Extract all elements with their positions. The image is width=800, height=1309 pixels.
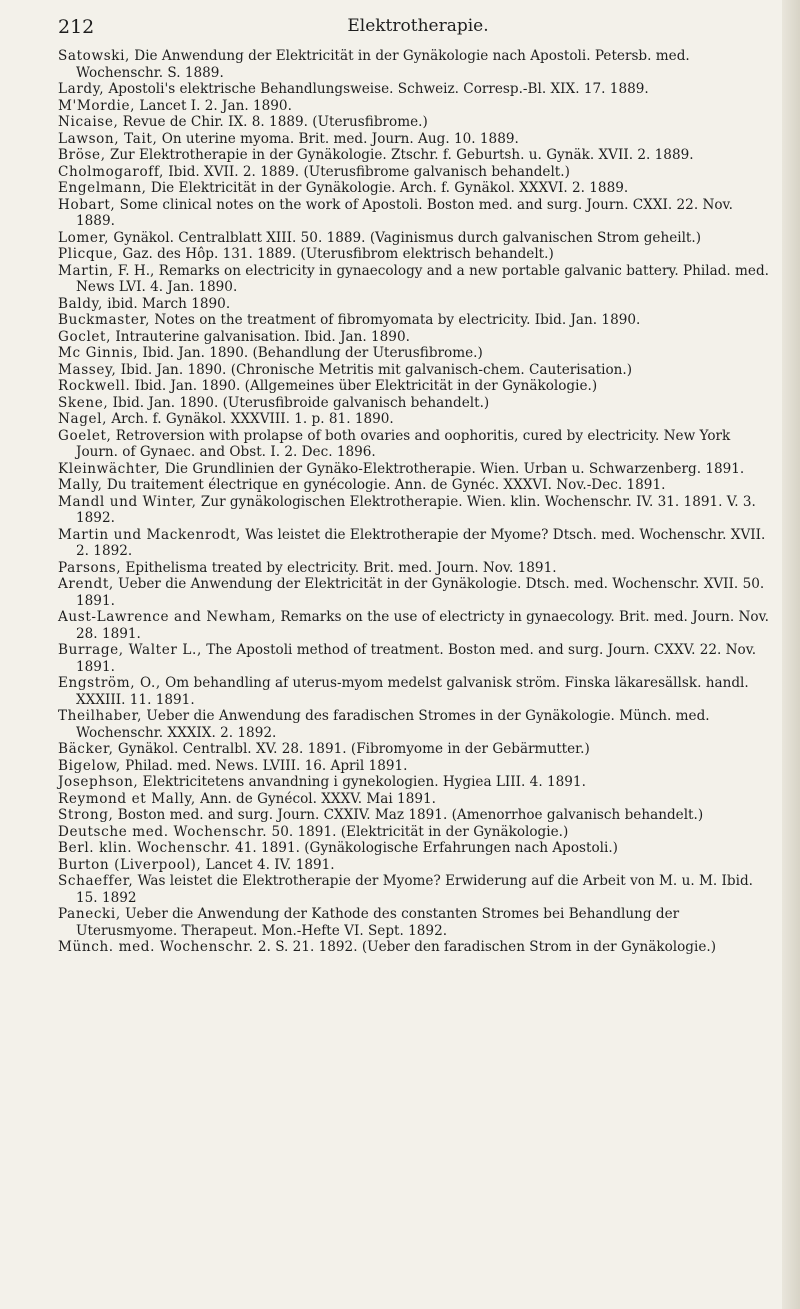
reference-author: Aust-Lawrence and Newham, (58, 609, 277, 625)
reference-citation: Philad. med. News. LVIII. 16. April 1891. (120, 757, 408, 774)
reference-author: Lawson, Tait, (58, 130, 158, 147)
reference-citation: Elektricitetens anvandning i gynekologien. Hygiea LIII. 4. 1891. (138, 774, 586, 790)
reference-entry (58, 246, 773, 263)
reference-author: Strong, (58, 807, 114, 823)
reference-entry (58, 857, 773, 874)
reference-citation: The Apostoli method of treatment. Boston med. and surg. Journ. CXXV. 22. Nov. 1891. (76, 642, 757, 675)
reference-citation: Die Elektricität in der Gynäkologie. Arch. f. Gynäkol. XXXVI. 2. 1889. (146, 180, 629, 196)
reference-author: Plicque, (58, 246, 119, 262)
reference-entry (58, 527, 773, 560)
reference-author: Mc Ginnis, (58, 345, 139, 361)
reference-citation: Ueber die Anwendung der Kathode des constanten Stromes bei Behandlung der Uterusmyome. Therapeut. Mon.-Hefte VI. Sept. 1892. (76, 906, 680, 939)
reference-citation: On uterine myoma. Brit. med. Journ. Aug. 10. 1889. (157, 130, 519, 147)
reference-entry (58, 807, 773, 824)
reference-author: Hobart, (58, 196, 116, 213)
reference-entry (58, 609, 773, 642)
reference-citation: Ibid. Jan. 1890. (Chronische Metritis mit galvanisch-chem. Cauterisation.) (116, 361, 633, 378)
reference-author: Reymond et Mally, (58, 790, 196, 807)
reference-entry (58, 642, 773, 675)
reference-list (58, 48, 773, 956)
reference-entry (58, 378, 773, 395)
reference-author: Baldy, (58, 295, 103, 312)
reference-citation: 2. S. 21. 1892. (Ueber den faradischen Strom in der Gynäkologie.) (253, 939, 717, 955)
reference-author: Kleinwächter, (58, 460, 161, 477)
reference-author: Bigelow, (58, 757, 121, 774)
reference-author: Schaeffer, (58, 873, 134, 889)
running-title: Elektrotherapie. (347, 16, 489, 36)
reference-entry (58, 708, 773, 741)
reference-citation: Die Anwendung der Elektricität in der Gynäkologie nach Apostoli. Petersb. med. Wochenschr. S. 1889. (76, 48, 690, 81)
reference-entry (58, 147, 773, 164)
page-header (58, 14, 778, 40)
reference-author: Satowski, (58, 48, 130, 64)
reference-citation: Ann. de Gynécol. XXXV. Mai 1891. (195, 790, 436, 807)
reference-citation: Revue de Chir. IX. 8. 1889. (Uterusfibrome.) (118, 114, 428, 130)
reference-citation: Du traitement électrique en gynécologie. Ann. de Gynéc. XXXVI. Nov.-Dec. 1891. (102, 477, 666, 493)
reference-citation: Epithelisma treated by electricity. Brit. med. Journ. Nov. 1891. (121, 559, 557, 576)
reference-citation: Gynäkol. Centralbl. XV. 28. 1891. (Fibromyome in der Gebärmutter.) (113, 741, 590, 757)
reference-citation: Arch. f. Gynäkol. XXXVIII. 1. p. 81. 1890. (107, 411, 394, 427)
reference-citation: Ibid. Jan. 1890. (Behandlung der Uterusfibrome.) (138, 345, 483, 361)
reference-citation: Remarks on the use of electricty in gynaecology. Brit. med. Journ. Nov. 28. 1891. (76, 609, 769, 642)
reference-entry (58, 362, 773, 379)
reference-citation: Intrauterine galvanisation. Ibid. Jan. 1890. (111, 328, 410, 345)
reference-entry (58, 114, 773, 131)
reference-author: Engström, O., (58, 675, 161, 691)
reference-author: Burton (Liverpool), (58, 856, 202, 873)
reference-citation: Some clinical notes on the work of Apostoli. Boston med. and surg. Journ. CXXI. 22. Nov. 1889. (76, 196, 733, 229)
reference-entry (58, 560, 773, 577)
reference-author: Münch. med. Wochenschr. (58, 939, 254, 955)
reference-entry (58, 98, 773, 115)
reference-author: Berl. klin. Wochenschr. (58, 840, 231, 856)
reference-citation: Boston med. and surg. Journ. CXXIV. Maz 1891. (Amenorrhoe galvanisch behandelt.) (113, 807, 704, 823)
reference-citation: Om behandling af uterus-myom medelst galvanisk ström. Finska läkaresällsk. handl. XXXIII. 11. 1891. (76, 675, 749, 708)
page-number: 212 (58, 16, 95, 38)
reference-entry (58, 840, 773, 857)
reference-author: Skene, (58, 394, 109, 411)
reference-author: Mandl und Winter, (58, 493, 197, 510)
reference-entry (58, 741, 773, 758)
reference-author: Nicaise, (58, 114, 119, 130)
reference-author: M'Mordie, (58, 97, 136, 114)
reference-citation: Ibid. XVII. 2. 1889. (Uterusfibrome galvanisch behandelt.) (163, 163, 570, 180)
reference-author: Bäcker, (58, 741, 114, 757)
reference-citation: Gaz. des Hôp. 131. 1889. (Uterusfibrom elektrisch behandelt.) (118, 246, 554, 262)
reference-citation: Apostoli's elektrische Behandlungsweise. Schweiz. Corresp.-Bl. XIX. 17. 1889. (104, 81, 649, 97)
reference-author: Deutsche med. Wochenschr. (58, 823, 268, 840)
reference-author: Buckmaster, (58, 312, 150, 328)
reference-entry (58, 939, 773, 956)
reference-citation: Ibid. Jan. 1890. (Uterusfibroide galvanisch behandelt.) (108, 394, 490, 411)
reference-citation: Ueber die Anwendung des faradischen Stromes in der Gynäkologie. Münch. med. Wochenschr. XXXIX. 2. 1892. (76, 708, 710, 741)
reference-citation: 41. 1891. (Gynäkologische Erfahrungen nach Apostoli.) (230, 840, 618, 856)
reference-citation: Ibid. Jan. 1890. (Allgemeines über Elektricität in der Gynäkologie.) (130, 378, 598, 394)
reference-author: Theilhaber, (58, 708, 143, 724)
reference-citation: Zur Elektrotherapie in der Gynäkologie. Ztschr. f. Geburtsh. u. Gynäk. XVII. 2. 1889. (105, 147, 694, 163)
reference-entry (58, 296, 773, 313)
reference-entry (58, 197, 773, 230)
reference-author: Engelmann, (58, 180, 147, 196)
reference-entry (58, 428, 773, 461)
reference-citation: Was leistet die Elektrotherapie der Myome? Dtsch. med. Wochenschr. XVII. 2. 1892. (76, 526, 766, 559)
reference-author: Lardy, (58, 81, 105, 97)
page-edge-shadow (782, 0, 800, 1309)
reference-entry (58, 774, 773, 791)
reference-entry (58, 263, 773, 296)
reference-entry (58, 411, 773, 428)
reference-author: Mally, (58, 477, 103, 493)
reference-author: Massey, (58, 361, 117, 378)
reference-citation: Lancet I. 2. Jan. 1890. (135, 97, 292, 114)
reference-entry (58, 576, 773, 609)
reference-entry (58, 164, 773, 181)
reference-entry (58, 48, 773, 81)
reference-citation: Notes on the treatment of fibromyomata by electricity. Ibid. Jan. 1890. (150, 312, 641, 328)
reference-entry (58, 906, 773, 939)
reference-entry (58, 345, 773, 362)
reference-entry (58, 81, 773, 98)
reference-entry (58, 873, 773, 906)
reference-author: Goclet, (58, 328, 112, 345)
reference-entry (58, 461, 773, 478)
reference-citation: Die Grundlinien der Gynäko-Elektrotherapie. Wien. Urban u. Schwarzenberg. 1891. (160, 460, 745, 477)
reference-entry (58, 791, 773, 808)
reference-entry (58, 180, 773, 197)
reference-citation: Retroversion with prolapse of both ovaries and oophoritis, cured by electricity. New York Journ. of Gynaec. and Obst. I. 2. Dec. 1896. (76, 427, 731, 460)
reference-entry (58, 230, 773, 247)
reference-author: Nagel, (58, 411, 108, 427)
reference-citation: Ueber die Anwendung der Elektricität in der Gynäkologie. Dtsch. med. Wochenschr. XVII. 50. 1891. (76, 576, 765, 609)
reference-author: Rockwell. (58, 378, 131, 394)
reference-author: Lomer, (58, 229, 110, 246)
reference-entry (58, 824, 773, 841)
reference-citation: Lancet 4. IV. 1891. (201, 856, 335, 873)
reference-author: Burrage, Walter L., (58, 642, 202, 658)
reference-author: Cholmogaroff, (58, 163, 164, 180)
reference-entry (58, 758, 773, 775)
reference-entry (58, 477, 773, 494)
reference-author: Arendt, (58, 576, 114, 592)
reference-entry (58, 312, 773, 329)
reference-citation: Was leistet die Elektrotherapie der Myome? Erwiderung auf die Arbeit von M. u. M. Ibid. 15. 1892 (76, 873, 753, 906)
reference-citation: ibid. March 1890. (102, 295, 231, 312)
reference-citation: Gynäkol. Centralblatt XIII. 50. 1889. (Vaginismus durch galvanischen Strom geheilt.) (109, 229, 702, 246)
reference-entry (58, 494, 773, 527)
reference-author: Bröse, (58, 147, 106, 163)
reference-entry (58, 675, 773, 708)
reference-author: Parsons, (58, 559, 122, 576)
reference-entry (58, 395, 773, 412)
reference-author: Josephson, (58, 774, 139, 790)
reference-author: Panecki, (58, 906, 121, 922)
reference-entry (58, 131, 773, 148)
reference-entry (58, 329, 773, 346)
reference-author: Goelet, (58, 427, 112, 444)
reference-author: Martin und Mackenrodt, (58, 526, 241, 543)
reference-author: Martin, (58, 262, 114, 279)
reference-citation: F. H., Remarks on electricity in gynaecology and a new portable galvanic battery. Philad. med. News LVI. 4. Jan. 1890. (76, 262, 769, 295)
reference-citation: Zur gynäkologischen Elektrotherapie. Wien. klin. Wochenschr. IV. 31. 1891. V. 3. 1892. (76, 493, 756, 526)
reference-citation: 50. 1891. (Elektricität in der Gynäkologie.) (267, 823, 569, 840)
